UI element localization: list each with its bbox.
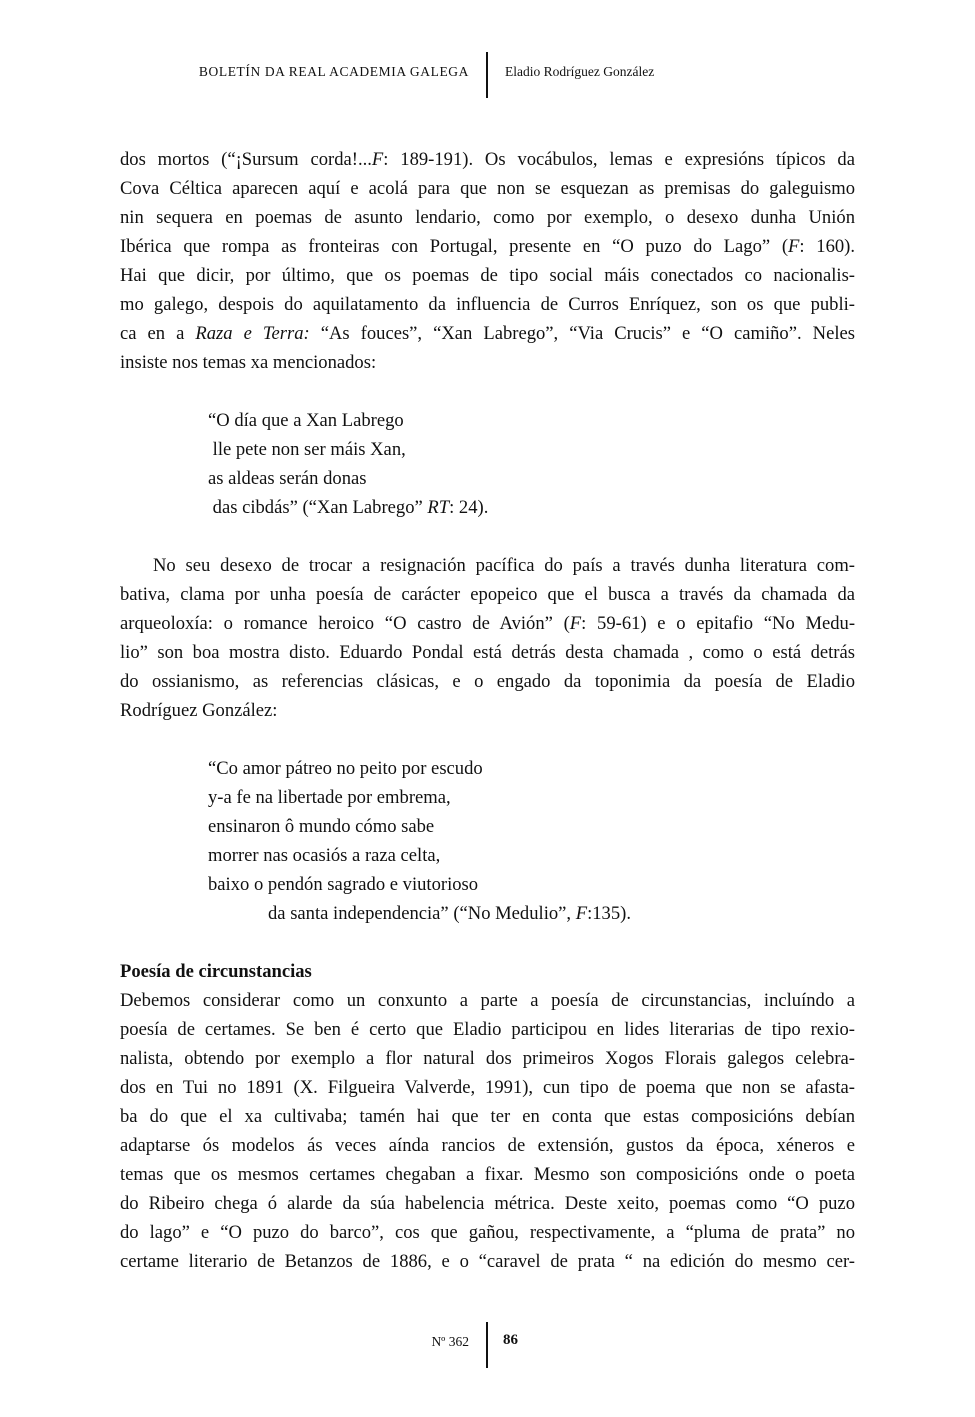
text-line: mo galego, despois do aquilatamento da influencia de Curros Enríquez, son os que publi- [120,294,855,315]
text-line: Cova Céltica aparecen aquí e acolá para que non se esquezan as premisas do galeguismo [120,178,855,199]
running-footer [0,1322,975,1368]
poem-line: da santa independencia” (“No Medulio”, F:135). [268,903,631,924]
article-author: Eladio Rodríguez González [505,64,655,79]
text-line: lio” son boa mostra disto. Eduardo Pondal está detrás desta chamada , como o está detrás [120,642,855,663]
text-line: temas que os mesmos certames chegaban a fixar. Mesmo son composicións onde o poeta [120,1164,855,1185]
text-line: certame literario de Betanzos de 1886, e o “caravel de prata “ na edición do mesmo cer- [120,1251,855,1272]
poem-line: das cibdás” (“Xan Labrego” RT: 24). [208,497,489,518]
poem-line: baixo o pendón sagrado e viutorioso [208,874,479,895]
text-line: dos mortos (“¡Sursum corda!...F: 189-191). Os vocábulos, lemas e expresións típicos da [120,149,855,170]
poem-line: “Co amor pátreo no peito por escudo [208,758,483,779]
text-line: do ossianismo, as referencias clásicas, e o engado da toponimia da poesía de Eladio [120,671,855,692]
poem-line: “O día que a Xan Labrego [208,410,404,431]
page-number: 86 [503,1332,518,1348]
text-line: ba do que el xa cultivaba; tamén hai que ter en conta que estas composicións debían [120,1106,855,1127]
text-line: Rodríguez González: [120,700,278,721]
paragraph-3 [120,986,855,1276]
text-line: bativa, clama por unha poesía de carácter epopeico que el busca a través da chamada da [120,584,855,605]
text-line: nalista, obtendo por exemplo a flor natural dos primeiros Xogos Florais galegos celebra- [120,1048,855,1069]
poem-line: as aldeas serán donas [208,468,367,489]
text-line: nin sequera en poemas de asunto lendario, como por exemplo, o desexo dunha Unión [120,207,855,228]
text-line: arqueoloxía: o romance heroico “O castro de Avión” (F: 59-61) e o epitafio “No Medu- [120,613,856,634]
text-line: insiste nos temas xa mencionados: [120,352,377,373]
header-divider [486,52,488,98]
text-line: do Ribeiro chega ó alarde da súa habelencia métrica. Deste xeito, poemas como “O puzo [120,1193,855,1214]
text-line: Debemos considerar como un conxunto a parte a poesía de circunstancias, incluíndo a [120,990,855,1011]
poem-line: lle pete non ser máis Xan, [208,439,406,460]
issue-number: Nº 362 [431,1334,469,1349]
article-body [120,145,855,1276]
text-line: dos en Tui no 1891 (X. Filgueira Valverde, 1991), cun tipo de poema que non se afasta- [120,1077,855,1098]
text-line: Hai que dicir, por último, que os poemas de tipo social máis conectados co nacionalis- [120,265,855,286]
text-line: do lago” e “O puzo do barco”, cos que gañou, respectivamente, a “pluma de prata” no [120,1222,855,1243]
text-line: adaptarse ós modelos ás veces aínda rancios de extensión, gustos da época, xéneros e [120,1135,855,1156]
paragraph-1 [120,145,855,377]
text-line: No seu desexo de trocar a resignación pacífica do país a través dunha literatura com- [153,555,855,576]
poem-line: ensinaron ô mundo cómo sabe [208,816,435,837]
text-line: Ibérica que rompa as fronteiras con Portugal, presente en “O puzo do Lago” (F: 160). [120,236,856,257]
section-heading: Poesía de circunstancias [120,961,312,982]
text-line: ca en a Raza e Terra: “As fouces”, “Xan Labrego”, “Via Crucis” e “O camiño”. Neles [120,323,855,344]
poem-line: y-a fe na libertade por embrema, [208,787,451,808]
poem-quote-xan-labrego [120,406,855,522]
footer-divider [486,1322,488,1368]
running-header [0,52,975,98]
journal-title: BOLETÍN DA REAL ACADEMIA GALEGA [198,64,469,79]
paragraph-2 [120,551,855,725]
text-line: poesía de certames. Se ben é certo que Eladio participou en lides literarias de tipo rexio- [120,1019,855,1040]
poem-quote-no-medulio [120,754,855,928]
poem-line: morrer nas ocasiós a raza celta, [208,845,441,866]
